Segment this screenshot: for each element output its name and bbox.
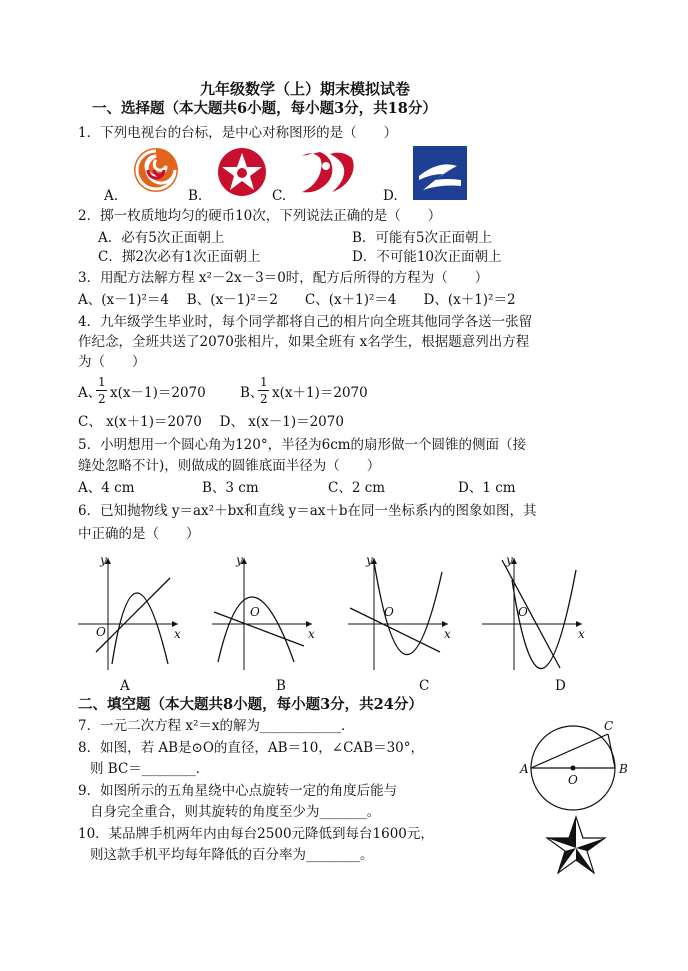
q8-line-2: 则 BC＝________． xyxy=(90,761,210,777)
axis-x-label: x xyxy=(578,627,585,641)
q6-graph-a xyxy=(74,552,184,672)
q1-label-d: D. xyxy=(383,188,398,204)
q10-line-1: 10．某品牌手机两年内由每台2500元降低到每台1600元， xyxy=(78,826,434,842)
origin-label: O xyxy=(96,625,106,639)
origin-label: O xyxy=(250,605,260,619)
q2-option-a: A．必有5次正面朝上 xyxy=(98,230,225,246)
q5-option-d: D、1 cm xyxy=(458,480,516,496)
q3-options: A、(x－1)²＝4 B、(x－1)²＝2 C、(x＋1)²＝4 D、(x＋1)²＝2 xyxy=(78,292,516,308)
q4-option-a-frac-den: 2 xyxy=(98,392,106,406)
q6-graph-c-label: C xyxy=(419,678,430,694)
q4-line-1: 4．九年级学生毕业时，每个同学都将自己的相片向全班其他同学各送一张留 xyxy=(78,314,533,330)
q1-label-b: B. xyxy=(188,188,203,204)
q4-option-a-expr: x(x－1)＝2070 xyxy=(110,385,206,401)
axis-y-label: y xyxy=(100,553,107,567)
section-1-heading: 一、选择题（本大题共6小题，每小题3分，共18分） xyxy=(92,100,437,117)
q4-option-a-prefix: A、 xyxy=(78,385,102,401)
point-o-label: O xyxy=(568,773,578,787)
q4-option-b-expr: x(x＋1)＝2070 xyxy=(272,385,368,401)
point-c-label: C xyxy=(604,719,614,733)
origin-label: O xyxy=(384,605,394,619)
q6-graph-d-label: D xyxy=(555,678,566,694)
q4-option-b-prefix: B、 xyxy=(240,385,264,401)
q6-line-1: 6．已知抛物线 y＝ax²＋bx和直线 y＝ax＋b在同一坐标系内的图象如图，其 xyxy=(78,503,537,519)
q4-options-cd: C、 x(x＋1)＝2070 D、 x(x－1)＝2070 xyxy=(78,414,344,430)
q7-text: 7．一元二次方程 x²＝x的解为____________． xyxy=(78,718,355,734)
q6-graph-c xyxy=(344,552,454,672)
q2-option-b: B．可能有5次正面朝上 xyxy=(352,230,493,246)
q5-option-c: C、2 cm xyxy=(328,480,386,496)
q6-graph-b xyxy=(208,552,318,672)
q5-option-a: A、4 cm xyxy=(78,480,135,496)
q4-option-a-frac-bar xyxy=(96,390,107,391)
q1-label-a: A. xyxy=(104,188,119,204)
logo-d-blue-square-icon xyxy=(413,146,467,200)
axis-x-label: x xyxy=(308,627,315,641)
axis-y-label: y xyxy=(506,553,513,567)
q5-line-2: 缝处忽略不计)，则做成的圆锥底面半径为（ ） xyxy=(78,458,381,474)
q6-graph-a-label: A xyxy=(120,678,130,694)
logo-b-star-icon xyxy=(216,146,268,198)
q3-stem: 3．用配方法解方程 x²－2x－3＝0时，配方后所得的方程为（ ） xyxy=(78,270,489,286)
q4-line-2: 作纪念，全班共送了2070张相片，如果全班有 x名学生，根据题意列出方程 xyxy=(78,334,530,350)
axis-x-label: x xyxy=(174,627,181,641)
logo-a-swirl-icon xyxy=(132,145,180,195)
q8-line-1: 8．如图，若 AB是⊙O的直径，AB＝10，∠CAB＝30°， xyxy=(78,740,425,756)
page-title: 九年级数学（上）期末模拟试卷 xyxy=(200,80,411,98)
q1-stem: 1．下列电视台的台标，是中心对称图形的是（ ） xyxy=(78,125,398,141)
q6-line-2: 中正确的是（ ） xyxy=(78,526,200,542)
q6-graph-b-label: B xyxy=(276,678,286,694)
line xyxy=(96,578,170,652)
q2-stem: 2．掷一枚质地均匀的硬币10次，下列说法正确的是（ ） xyxy=(78,208,442,224)
q4-line-3: 为（ ） xyxy=(78,354,146,370)
logo-c-ribbon-icon xyxy=(298,148,358,198)
q8-circle-figure xyxy=(518,718,638,818)
point-a-label: A xyxy=(520,762,529,776)
origin-label: O xyxy=(518,605,528,619)
axis-y-label: y xyxy=(236,553,243,567)
q5-line-1: 5．小明想用一个圆心角为120°，半径为6cm的扇形做一个圆锥的侧面（接 xyxy=(78,437,527,453)
q6-graph-d xyxy=(478,552,588,672)
q4-option-b-frac-bar xyxy=(258,390,269,391)
q1-label-c: C. xyxy=(272,188,287,204)
point-b-label: B xyxy=(619,762,628,776)
line xyxy=(350,608,440,652)
q5-option-b: B、3 cm xyxy=(202,480,259,496)
parabola xyxy=(512,570,576,669)
axis-x-label: x xyxy=(444,627,451,641)
q2-option-d: D．不可能10次正面朝上 xyxy=(352,249,502,265)
line xyxy=(502,560,560,668)
chord-cb xyxy=(608,734,615,768)
q9-line-2: 自身完全重合，则其旋转的角度至少为_______。 xyxy=(90,804,381,820)
q4-option-a-frac-num: 1 xyxy=(98,375,106,389)
center-point xyxy=(571,766,576,771)
q9-line-1: 9．如图所示的五角星绕中心点旋转一定的角度后能与 xyxy=(78,783,398,799)
q10-line-2: 则这款手机平均每年降低的百分率为________。 xyxy=(90,847,374,863)
section-2-heading: 二、填空题（本大题共8小题，每小题3分，共24分） xyxy=(78,696,423,713)
q4-option-b-frac-num: 1 xyxy=(260,375,268,389)
axis-y-label: y xyxy=(366,553,373,567)
q4-option-b-frac-den: 2 xyxy=(260,392,268,406)
q9-star-figure xyxy=(545,815,607,877)
q2-option-c: C．掷2次必有1次正面朝上 xyxy=(98,249,261,265)
